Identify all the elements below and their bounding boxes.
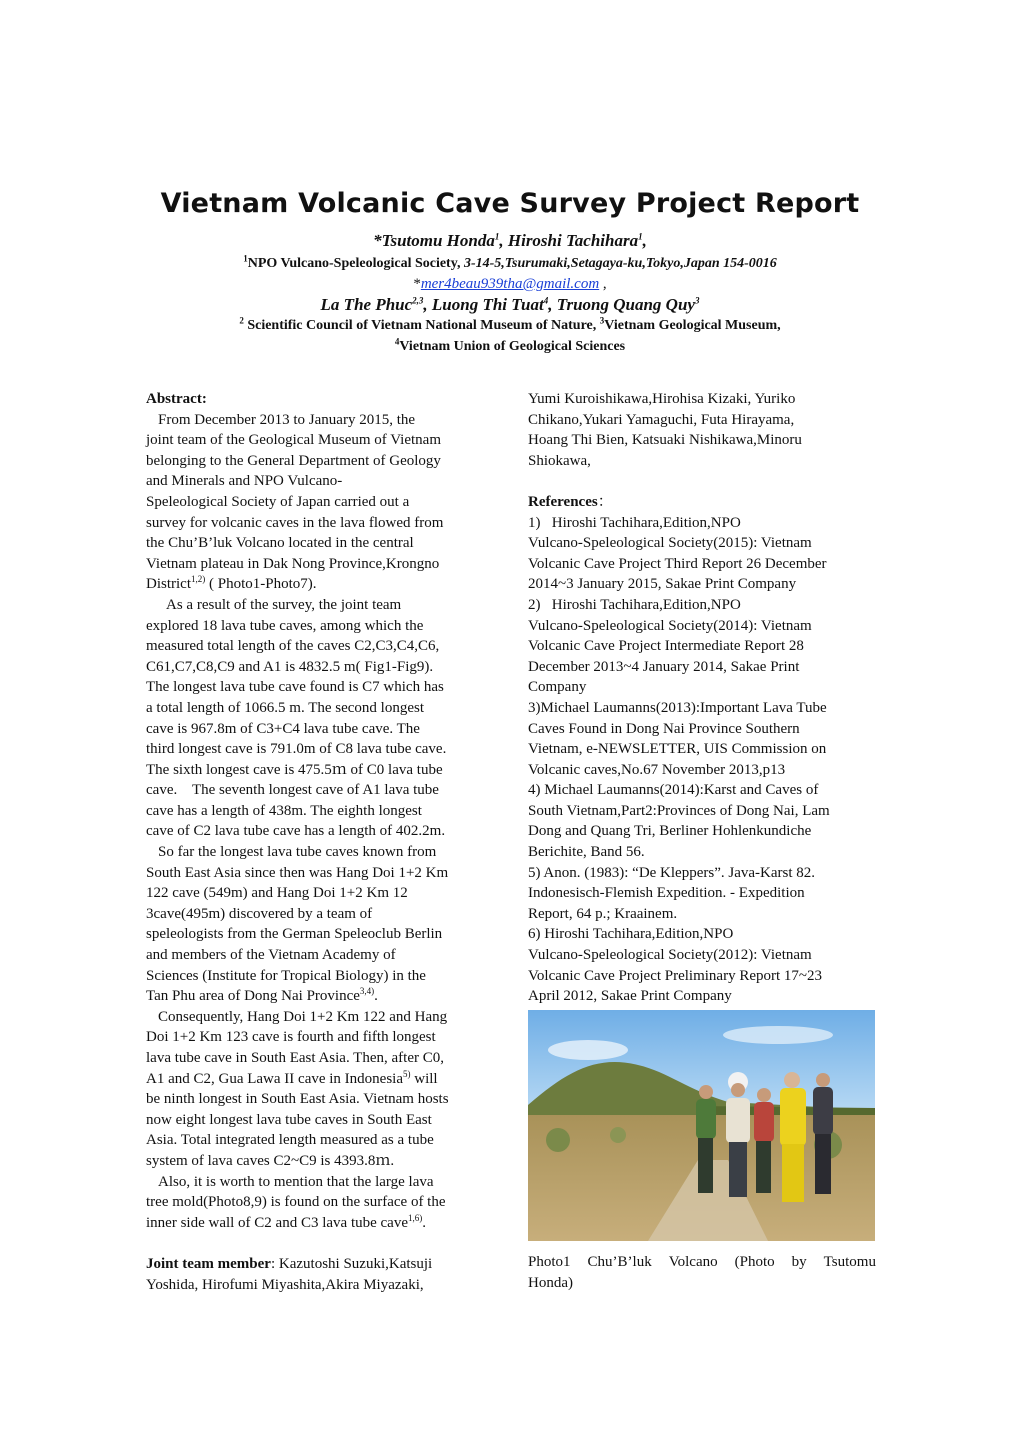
references-heading: References (528, 493, 598, 510)
reference-line: South Vietnam,Part2:Provinces of Dong Nai, Lam (528, 802, 830, 819)
affil-sup: 4 (394, 336, 400, 347)
abstract-paragraph-3 (146, 842, 498, 1007)
reference-line: Report, 64 p.; Kraainem. (528, 905, 678, 922)
photo-1-caption (528, 1252, 876, 1293)
reference-line: Volcanic Cave Project Third Report 26 December (528, 555, 827, 572)
person-4-yellow (780, 1072, 806, 1202)
references-colon: ： (597, 493, 613, 510)
affil-sup: 1 (243, 253, 248, 264)
text-line: now eight longest lava tube caves in South East (146, 1111, 432, 1128)
caption-word: Tsutomu (823, 1254, 876, 1270)
body (726, 1098, 750, 1143)
text-line: Also, it is worth to mention that the large lava (158, 1173, 434, 1190)
reference-line: Indonesisch-Flemish Expedition. - Expedition (528, 885, 805, 902)
caption-line-2: Honda) (528, 1274, 573, 1291)
author-quy: , Truong Quang Quy (548, 295, 695, 314)
shrub (546, 1128, 570, 1152)
authors-line-1 (0, 230, 1020, 252)
author-sup: 1 (494, 231, 500, 242)
body (780, 1088, 806, 1146)
reference-line: 2014~3 January 2015, Sakae Print Company (528, 576, 797, 593)
paragraph-gap (528, 471, 876, 492)
text-line: C61,C7,C8,C9 and A1 is 4832.5 m( Fig1-Fig9). (146, 658, 434, 675)
text-line: Chikano,Yukari Yamaguchi, Futa Hirayama, (528, 411, 795, 428)
author-end: , (642, 231, 647, 250)
author-sup: 1 (638, 231, 643, 242)
email-link[interactable]: mer4beau939tha@gmail.com (420, 276, 600, 292)
text-fragment: . (374, 988, 378, 1005)
reference-line: Vietnam, e-NEWSLETTER, UIS Commission on (528, 741, 827, 758)
citation-sup: 5) (403, 1068, 411, 1079)
caption-line-1 (528, 1252, 876, 1273)
head (731, 1083, 745, 1097)
text-line: speleologists from the German Speleoclub Berlin (146, 926, 443, 943)
abstract-paragraph-1 (146, 410, 498, 595)
left-column (146, 389, 498, 1295)
text-line: Consequently, Hang Doi 1+2 Km 122 and Hang (158, 1008, 448, 1025)
caption-word: Volcano (668, 1254, 718, 1270)
reference-line: Volcanic Cave Project Intermediate Report 28 (528, 638, 804, 655)
author-phuc: La The Phuc (320, 295, 413, 314)
text-line: explored 18 lava tube caves, among which the (146, 617, 424, 634)
affil-name: Vietnam Union of Geological Sciences (399, 339, 626, 354)
text-line: measured total length of the caves C2,C3,C4,C6, (146, 638, 440, 655)
abstract-paragraph-5 (146, 1172, 498, 1234)
author-tuat: , Luong Thi Tuat (423, 295, 544, 314)
text-line: Sciences (Institute for Tropical Biology) in the (146, 967, 426, 984)
affiliation-2 (0, 316, 1020, 336)
person-1-green (696, 1085, 716, 1193)
reference-line: 2) Hiroshi Tachihara,Edition,NPO (528, 596, 741, 613)
text-line (146, 574, 498, 595)
author-tachihara: Hiroshi Tachihara (507, 231, 639, 250)
abstract-heading: Abstract: (146, 391, 207, 407)
body (813, 1087, 833, 1135)
text-line: 3cave(495m) discovered by a team of (146, 905, 373, 922)
text-line: and Minerals and NPO Vulcano- (146, 473, 343, 490)
text-line: lava tube cave in South East Asia. Then, after C0, (146, 1050, 444, 1066)
affil-sup: 2 (239, 315, 244, 326)
text-fragment: ( Photo1-Photo7). (205, 576, 317, 593)
head (816, 1073, 830, 1087)
joint-team-paragraph (146, 1254, 498, 1295)
author-sup: 2,3 (412, 295, 424, 306)
body (754, 1102, 774, 1142)
joint-team-continued (528, 389, 876, 471)
text-line: 122 cave (549m) and Hang Doi 1+2 Km 12 (146, 885, 408, 902)
affiliation-3 (0, 337, 1020, 357)
text-line: Yumi Kuroishikawa,Hirohisa Kizaki, Yuriko (528, 391, 796, 407)
paragraph-gap (146, 1233, 498, 1254)
author-sup: 3 (694, 295, 700, 306)
affil-name: NPO Vulcano-Speleological Society, (247, 256, 464, 271)
affil-name: Vietnam Geological Museum, (604, 318, 781, 333)
reference-line: Vulcano-Speleological Society(2014): Vietnam (528, 617, 812, 634)
head (699, 1085, 713, 1099)
text-fragment: : Kazutoshi Suzuki,Katsuji (270, 1255, 433, 1272)
cloud (723, 1026, 833, 1044)
affil-name: Scientific Council of Vietnam National Museum of Nature, (243, 318, 600, 333)
text-line: and members of the Vietnam Academy of (146, 947, 396, 964)
reference-line: 5) Anon. (1983): “De Kleppers”. Java-Karst 82. (528, 864, 815, 881)
text-line (146, 1069, 498, 1090)
text-fragment: District (146, 576, 191, 593)
reference-line: Vulcano-Speleological Society(2012): Vietnam (528, 947, 812, 964)
legs (756, 1141, 771, 1193)
reference-line: December 2013~4 January 2014, Sakae Print (528, 658, 800, 675)
authors-line-2 (0, 294, 1020, 316)
text-line: system of lava caves C2~C9 is 4393.8ｍ. (146, 1152, 395, 1169)
text-line (146, 1213, 498, 1234)
person-5-dark (813, 1073, 833, 1194)
reference-line: 6) Hiroshi Tachihara,Edition,NPO (528, 926, 734, 943)
legs (729, 1142, 747, 1197)
text-line: survey for volcanic caves in the lava flowed from (146, 514, 444, 531)
email-end: , (599, 276, 607, 292)
legs (815, 1134, 831, 1194)
references-heading-line (528, 492, 876, 513)
text-line: So far the longest lava tube caves known from (158, 844, 437, 861)
text-line: Yoshida, Hirofumi Miyashita,Akira Miyazaki, (146, 1276, 424, 1293)
text-line: Asia. Total integrated length measured as a tube (146, 1132, 434, 1149)
reference-line: Caves Found in Dong Nai Province Southern (528, 720, 800, 737)
right-column (528, 389, 876, 1007)
citation-sup: 1,6) (408, 1212, 423, 1223)
text-line: Vietnam plateau in Dak Nong Province,Krongno (146, 555, 440, 572)
text-line: From December 2013 to January 2015, the (158, 411, 416, 428)
text-line: a total length of 1066.5 m. The second longest (146, 699, 425, 716)
shrub (610, 1127, 626, 1143)
reference-line: 4) Michael Laumanns(2014):Karst and Caves of (528, 782, 819, 799)
text-line: Speleological Society of Japan carried out a (146, 493, 410, 510)
reference-line: April 2012, Sakae Print Company (528, 988, 732, 1005)
page-title: Vietnam Volcanic Cave Survey Project Report (160, 188, 860, 219)
caption-word: (Photo (734, 1254, 775, 1270)
text-line: Doi 1+2 Km 123 cave is fourth and fifth longest (146, 1029, 436, 1046)
text-line: joint team of the Geological Museum of Vietnam (146, 432, 442, 449)
affil-sup: 3 (599, 315, 605, 326)
head (784, 1072, 800, 1088)
caption-word: Chu’B’luk (587, 1254, 652, 1270)
affiliation-1 (0, 254, 1020, 274)
author-sep: , (499, 231, 508, 250)
text-line (146, 986, 498, 1007)
affil-address: 3-14-5,Tsurumaki,Setagaya-ku,Tokyo,Japan 154-0016 (463, 256, 777, 271)
photo-1-chu-bluk-volcano (528, 1010, 875, 1241)
abstract-paragraph-2 (146, 595, 498, 842)
text-line: Hoang Thi Bien, Katsuaki Nishikawa,Minoru (528, 432, 802, 449)
legs (782, 1144, 804, 1202)
text-line: cave. The seventh longest cave of A1 lava tube (146, 782, 439, 799)
citation-sup: 3,4) (359, 986, 375, 997)
text-fragment: . (422, 1214, 427, 1231)
text-line: The longest lava tube cave found is C7 which has (146, 679, 444, 696)
reference-line: Berichite, Band 56. (528, 844, 645, 861)
text-line: As a result of the survey, the joint team (166, 596, 402, 613)
reference-line: 3)Michael Laumanns(2013):Important Lava Tube (528, 699, 827, 716)
reference-line: Company (528, 679, 587, 696)
author-sup: 4 (543, 295, 549, 306)
text-fragment: will (410, 1070, 438, 1087)
email-star: * (413, 276, 421, 292)
text-fragment: A1 and C2, Gua Lawa II cave in Indonesia (146, 1070, 403, 1087)
text-line: South East Asia since then was Hang Doi 1+2 Km (146, 864, 449, 881)
head (757, 1088, 771, 1102)
joint-team-label: Joint team member (146, 1255, 271, 1272)
reference-line: Dong and Quang Tri, Berliner Hohlenkundiche (528, 823, 812, 840)
volcano-landscape-photo (528, 1010, 875, 1241)
legs (698, 1138, 713, 1193)
text-line: cave has a length of 438m. The eighth longest (146, 802, 422, 819)
text-line: The sixth longest cave is 475.5ｍ of C0 lava tube (146, 761, 443, 778)
text-fragment: inner side wall of C2 and C3 lava tube cave (146, 1214, 409, 1231)
person-3-red (754, 1088, 774, 1193)
email-line (0, 274, 1020, 294)
reference-line: Volcanic Cave Project Preliminary Report 17~23 (528, 967, 823, 984)
cloud (548, 1040, 628, 1060)
text-line: third longest cave is 791.0m of C8 lava tube cave. (146, 741, 447, 758)
reference-line: 1) Hiroshi Tachihara,Edition,NPO (528, 514, 741, 531)
caption-word: by (791, 1254, 807, 1270)
text-line (146, 1254, 498, 1275)
body (696, 1099, 716, 1139)
reference-line: Vulcano-Speleological Society(2015): Vietnam (528, 535, 812, 552)
text-fragment: Tan Phu area of Dong Nai Province (146, 988, 360, 1005)
references-list (528, 513, 876, 1007)
text-line: cave of C2 lava tube cave has a length of 402.2m. (146, 823, 446, 840)
citation-sup: 1,2) (191, 574, 206, 585)
text-line: belonging to the General Department of Geology (146, 452, 441, 469)
text-line: the Chu’B’luk Volcano located in the central (146, 535, 414, 552)
caption-word: Photo1 (528, 1254, 571, 1270)
abstract-paragraph-4 (146, 1007, 498, 1172)
text-line: be ninth longest in South East Asia. Vietnam hosts (146, 1091, 449, 1108)
author-honda: *Tsutomu Honda (373, 231, 495, 250)
text-line: cave is 967.8m of C3+C4 lava tube cave. The (146, 720, 420, 737)
text-line: Shiokawa, (528, 452, 591, 469)
text-line: tree mold(Photo8,9) is found on the surface of the (146, 1194, 446, 1211)
reference-line: Volcanic caves,No.67 November 2013,p13 (528, 761, 786, 778)
